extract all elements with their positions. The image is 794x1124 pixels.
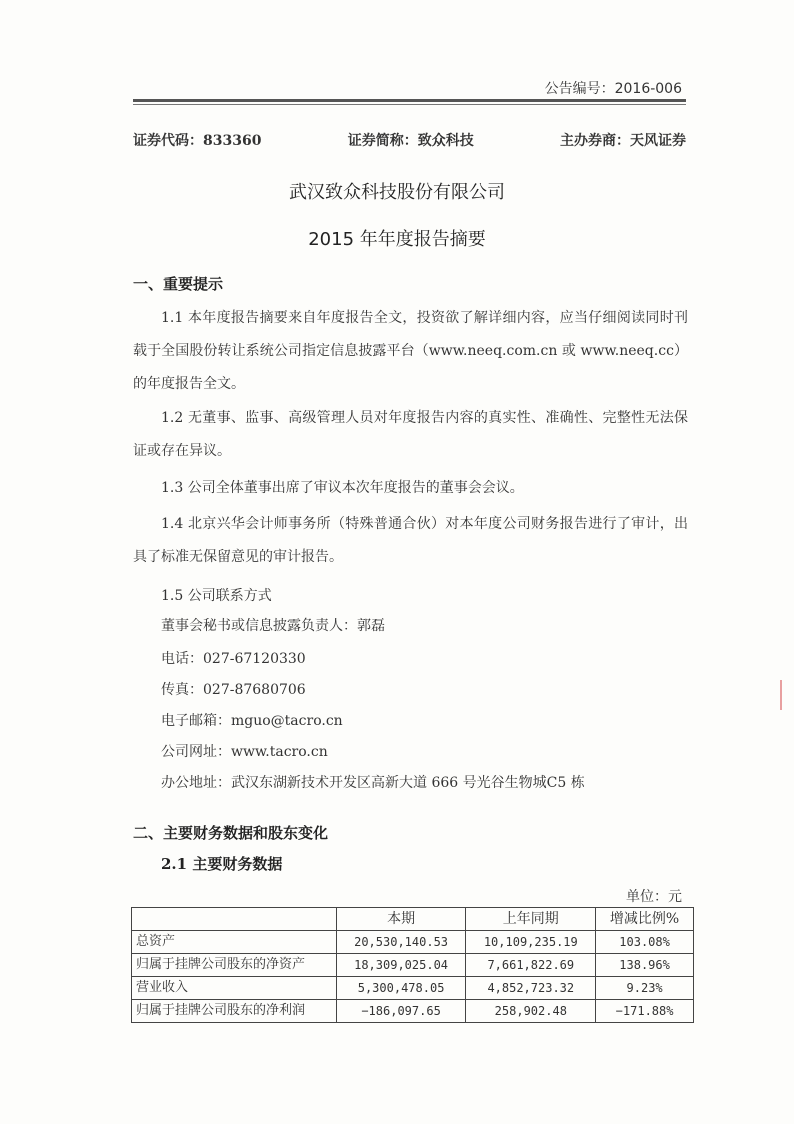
section-1-heading: 一、重要提示 <box>133 275 224 293</box>
contact-website: 公司网址：www.tacro.cn <box>161 744 328 760</box>
prior-period-value: 258,902.48 <box>466 1000 596 1023</box>
contact-secretary: 董事会秘书或信息披露负责人：郭磊 <box>161 618 385 634</box>
table-row <box>132 954 694 977</box>
paragraph-1-3: 1.3 公司全体董事出席了审议本次年度报告的董事会会议。 <box>161 480 524 496</box>
header-cell: 上年同期 <box>466 908 596 931</box>
table-header-row <box>132 908 694 931</box>
financial-data-table <box>131 907 694 1023</box>
report-title: 2015 年年度报告摘要 <box>308 229 486 250</box>
current-period-value: −186,097.65 <box>336 1000 466 1023</box>
current-period-value: 20,530,140.53 <box>336 931 466 954</box>
paragraph-1-2: 1.2 无董事、监事、高级管理人员对年度报告内容的真实性、准确性、完整性无法保证或存在异议。 <box>133 410 688 459</box>
prior-period-value: 7,661,822.69 <box>466 954 596 977</box>
section-2-1-heading: 2.1 主要财务数据 <box>161 855 283 873</box>
change-percent: 9.23% <box>596 977 694 1000</box>
prior-period-value: 10,109,235.19 <box>466 931 596 954</box>
section-2-heading: 二、主要财务数据和股东变化 <box>133 824 329 842</box>
sponsor-broker: 主办券商：天风证券 <box>559 133 686 149</box>
header-cell: 本期 <box>336 908 466 931</box>
row-label: 总资产 <box>132 931 337 954</box>
contact-phone: 电话：027-67120330 <box>161 651 306 667</box>
contact-email: 电子邮箱：mguo@tacro.cn <box>161 713 343 729</box>
row-label: 归属于挂牌公司股东的净利润 <box>132 1000 337 1023</box>
table-row <box>132 1000 694 1023</box>
header-cell: 增减比例% <box>596 908 694 931</box>
header-rule-thin <box>133 104 686 105</box>
current-period-value: 5,300,478.05 <box>336 977 466 1000</box>
row-label: 归属于挂牌公司股东的净资产 <box>132 954 337 977</box>
contact-fax: 传真：027-87680706 <box>161 682 306 698</box>
paragraph-1-5-title: 1.5 公司联系方式 <box>161 588 272 604</box>
security-short-name: 证券简称：致众科技 <box>347 133 474 149</box>
prior-period-value: 4,852,723.32 <box>466 977 596 1000</box>
header-cell <box>132 908 337 931</box>
scan-edge-mark <box>780 680 782 710</box>
company-title: 武汉致众科技股份有限公司 <box>289 182 505 203</box>
change-percent: −171.88% <box>596 1000 694 1023</box>
paragraph-1-1: 1.1 本年度报告摘要来自年度报告全文，投资欲了解详细内容，应当仔细阅读同时刊载于全国股份转让系统公司指定信息披露平台（www.neeq.com.cn 或 www.neeq.cc）的年度报告全文。 <box>133 310 688 392</box>
paragraph-1-4: 1.4 北京兴华会计师事务所（特殊普通合伙）对本年度公司财务报告进行了审计，出具了标准无保留意见的审计报告。 <box>133 516 688 565</box>
current-period-value: 18,309,025.04 <box>336 954 466 977</box>
table-unit-label: 单位：元 <box>626 889 682 905</box>
notice-number: 公告编号：2016-006 <box>544 81 682 97</box>
contact-address: 办公地址：武汉东湖新技术开发区高新大道 666 号光谷生物城C5 栋 <box>161 775 585 791</box>
table-row <box>132 931 694 954</box>
header-rule-thick <box>133 99 686 102</box>
row-label: 营业收入 <box>132 977 337 1000</box>
table-row <box>132 977 694 1000</box>
security-code: 证券代码：833360 <box>133 133 262 149</box>
change-percent: 138.96% <box>596 954 694 977</box>
security-info-row <box>133 130 686 150</box>
change-percent: 103.08% <box>596 931 694 954</box>
